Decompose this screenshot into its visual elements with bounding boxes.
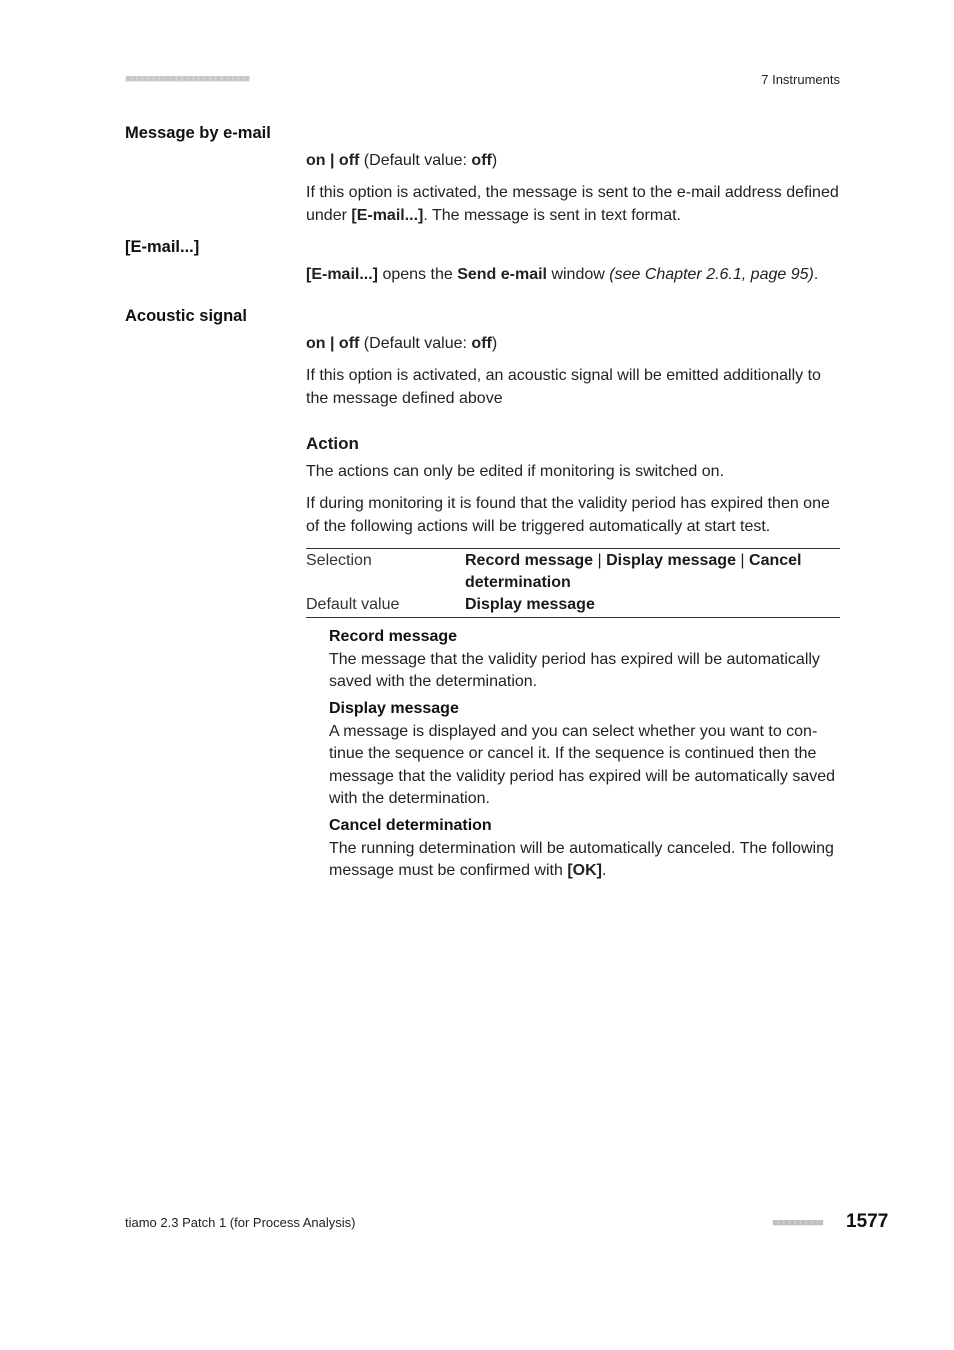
value-sep: | (325, 335, 339, 352)
parameter-label-email-button: [E-mail...] (125, 238, 200, 256)
selection-option: Cancel determination (465, 552, 802, 591)
default-prefix: (Default value: (359, 152, 472, 169)
message-by-email-description (306, 182, 840, 227)
parameter-label-acoustic-signal: Acoustic signal (125, 307, 247, 325)
desc-text: opens the (378, 266, 458, 283)
footer-decoration: ■■■■■■■■■ (772, 1217, 823, 1229)
selection-option: Record message (465, 552, 594, 569)
chapter-title: 7 Instruments (761, 72, 840, 87)
value-on: on (306, 152, 326, 169)
default-value: Display message (465, 596, 595, 613)
option-text-end: . (601, 862, 607, 879)
option-text: The message that the validity period has expired will be automatically saved with the determination. (329, 650, 820, 690)
acoustic-signal-description: If this option is activated, an acoustic signal will be emitted additionally to the message defined above (306, 367, 821, 407)
cross-reference-link[interactable]: (see Chapter 2.6.1, page 95) (609, 266, 814, 283)
selection-key: Selection (306, 552, 372, 569)
default-value: off (471, 152, 492, 169)
footer-product-name: tiamo 2.3 Patch 1 (for Process Analysis) (125, 1215, 356, 1230)
desc-text-end: . (813, 266, 819, 283)
pipe: | (735, 552, 750, 569)
default-value: off (471, 335, 492, 352)
ok-button-ref: [OK] (567, 862, 602, 879)
value-on: on (306, 335, 326, 352)
default-suffix: ) (491, 152, 498, 169)
option-title: Cancel determination (329, 817, 492, 834)
value-sep: | (325, 152, 339, 169)
email-button-description (306, 264, 840, 287)
window-name: Send e-mail (457, 266, 547, 283)
table-row (306, 594, 840, 618)
option-text: A message is displayed and you can select whether you want to continue the sequence or cancel it. If the sequence is continued then the message that the validity period has expired will be automatically saved with the determination. (329, 722, 836, 807)
option-text: The running determination will be automatically canceled. The following message must be confirmed with (329, 839, 834, 879)
action-paragraph-2: If during monitoring it is found that the validity period has expired then one of the following actions will be triggered automatically at start test. (306, 495, 830, 535)
pipe: | (593, 552, 607, 569)
acoustic-signal-values (306, 333, 840, 356)
action-spec-table (306, 548, 840, 618)
header-decoration: ■■■■■■■■■■■■■■■■■■■■■■ (125, 73, 250, 85)
option-display-message (329, 698, 841, 811)
option-title: Record message (329, 628, 458, 645)
desc-text: window (547, 266, 610, 283)
default-suffix: ) (491, 335, 498, 352)
button-ref: [E-mail...] (306, 266, 379, 283)
option-title: Display message (329, 700, 459, 717)
selection-option: Display message (606, 552, 736, 569)
table-row (306, 549, 840, 595)
default-prefix: (Default value: (359, 335, 472, 352)
option-cancel-determination (329, 815, 841, 883)
page-number: 1577 (846, 1211, 889, 1232)
message-by-email-values (306, 150, 840, 173)
default-key: Default value (306, 596, 400, 613)
desc-text: If this option is activated, the message is sent to the e-mail address defined under (306, 184, 839, 224)
desc-button-ref: [E-mail...] (351, 206, 424, 224)
section-heading-action: Action (306, 434, 359, 453)
value-off: off (338, 152, 360, 169)
parameter-label-message-by-email: Message by e-mail (125, 124, 271, 142)
desc-text-end: . The message is sent in text format. (423, 206, 681, 224)
option-record-message (329, 626, 841, 694)
selection-values (465, 549, 840, 595)
action-paragraph-1: The actions can only be edited if monitoring is switched on. (306, 463, 725, 480)
value-off: off (338, 335, 360, 352)
